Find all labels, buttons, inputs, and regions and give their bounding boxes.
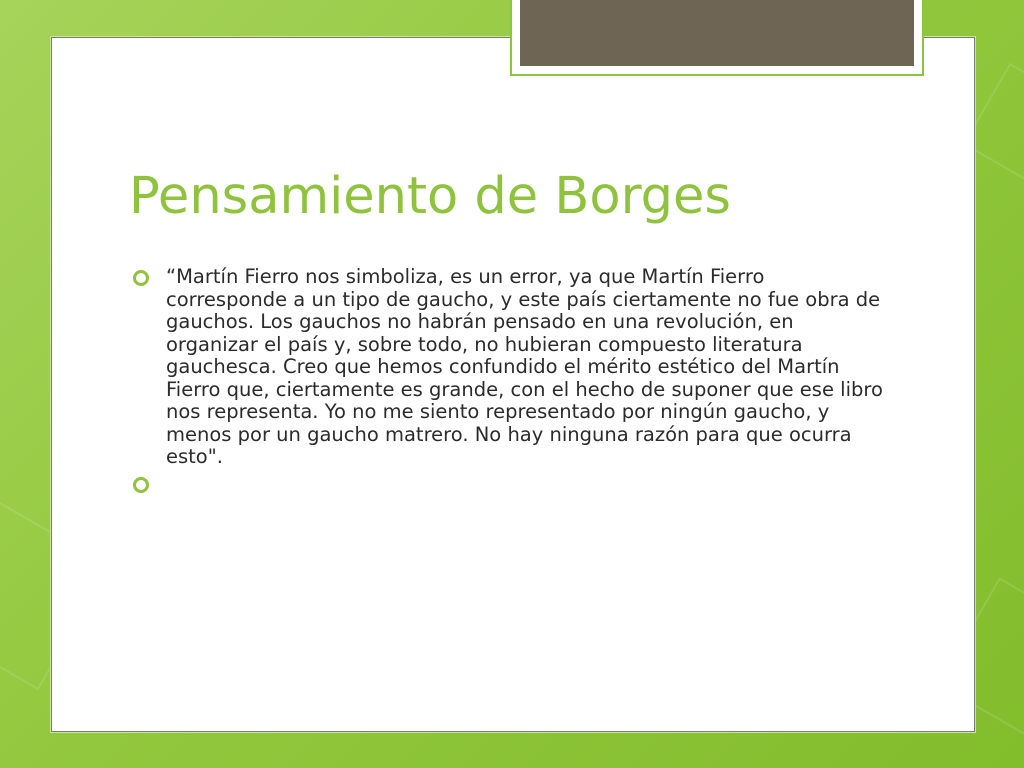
hollow-circle-bullet-icon [133,270,149,286]
decorative-header-tab-fill [520,0,914,66]
slide-title: Pensamiento de Borges [129,167,731,226]
decorative-header-tab [510,0,924,76]
slide-content-panel [51,37,975,732]
bullet-item [131,266,891,469]
hollow-circle-bullet-icon [133,477,149,493]
bullet-empty-text [166,473,891,495]
bullet-list [131,266,891,499]
bullet-quote-text: “Martín Fierro nos simboliza, es un error, ya que Martín Fierro corresponde a un tipo de gaucho, y este país ciertamente no fue obra de gauchos. Los gauchos no habrán pensado en una revolución, en organizar el país y, sobre todo, no hubieran compuesto literatura gauchesca. Creo que hemos confundido el mérito estético del Martín Fierro que, ciertamente es grande, con el hecho de suponer que ese libro nos representa. Yo no me siento representado por ningún gaucho, y menos por un gaucho matrero. No hay ninguna razón para que ocurra esto". [166,265,883,468]
bullet-item [131,473,891,495]
